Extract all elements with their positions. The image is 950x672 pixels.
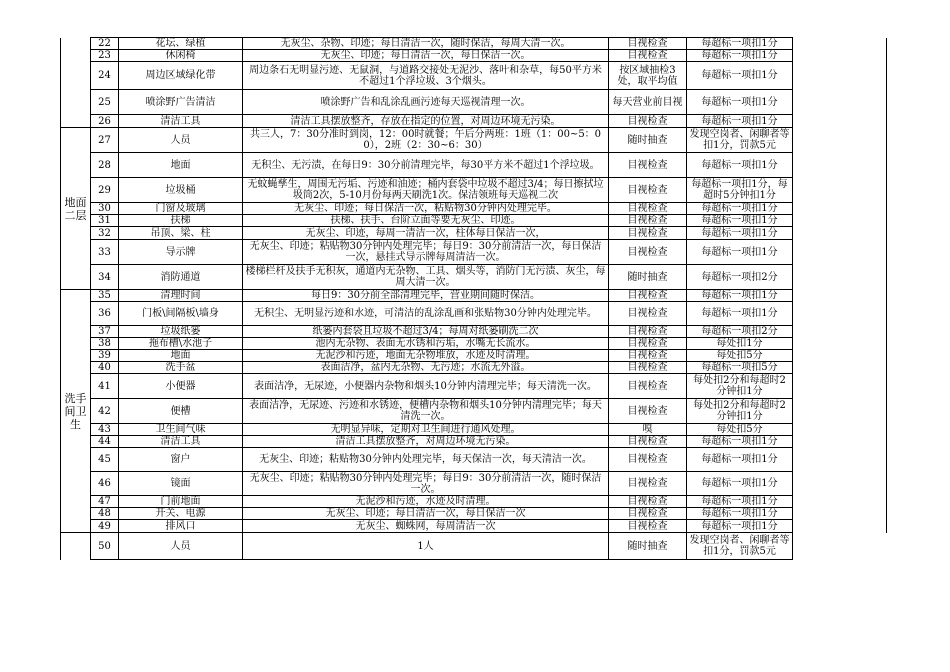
table-row [61,472,887,496]
table-row [61,38,887,50]
check-method: 每天营业前目视 [609,90,687,115]
item-name: 人员 [119,533,243,560]
penalty-rule: 每超标一项扣1分 [687,38,793,50]
table-row [61,508,887,520]
empty-cell [793,424,887,436]
item-name: 周边区域绿化带 [119,62,243,90]
standard-text: 无灰尘、印迹，每周一清洁一次，柱体每日保洁一次， [243,227,609,240]
check-method: 目视检查 [609,508,687,520]
item-name: 窗户 [119,448,243,472]
row-number: 24 [91,62,119,90]
check-method: 目视检查 [609,520,687,533]
check-method: 目视检查 [609,178,687,203]
row-number: 37 [91,326,119,338]
check-method: 嗅 [609,424,687,436]
item-name: 卫生间气味 [119,424,243,436]
table-row [61,302,887,326]
empty-cell [793,265,887,290]
item-name: 垃圾纸篓 [119,326,243,338]
penalty-rule: 每超标一项扣1分 [687,115,793,128]
table-row [61,496,887,508]
penalty-rule: 每处扣1分 [687,338,793,350]
standard-text: 清洁工具摆放整齐，对周边环境无污染。 [243,436,609,448]
item-name: 门板\间隔板\墙身 [119,302,243,326]
penalty-rule: 每超标一项扣1分 [687,448,793,472]
item-name: 开关、电源 [119,508,243,520]
row-number: 26 [91,115,119,128]
penalty-rule: 每超标一项扣1分 [687,62,793,90]
table-row [61,290,887,302]
table-row [61,265,887,290]
row-number: 36 [91,302,119,326]
empty-cell [793,399,887,424]
table-row [61,533,887,560]
row-number: 42 [91,399,119,424]
penalty-rule: 发现空岗者、闲聊者等扣1分，罚款5元 [687,128,793,153]
item-name: 地面 [119,350,243,362]
row-number: 29 [91,178,119,203]
check-method: 目视检查 [609,472,687,496]
row-number: 22 [91,38,119,50]
table-body [61,38,887,560]
penalty-rule: 发现空岗者、闲聊者等扣1分，罚款5元 [687,533,793,560]
empty-cell [793,496,887,508]
penalty-rule: 每超标一项扣1分 [687,90,793,115]
check-method: 目视检查 [609,240,687,265]
penalty-rule: 每超标一项扣1分 [687,496,793,508]
empty-cell [793,508,887,520]
standard-text: 表面洁净，无尿迹，小便器内杂物和烟头10分钟内清理完毕；每天清洗一次。 [243,374,609,399]
row-number: 48 [91,508,119,520]
standard-text: 表面洁净，盆内无杂物、无污迹；水流无外溢。 [243,362,609,374]
table-row [61,448,887,472]
item-name: 休闲椅 [119,50,243,62]
penalty-rule: 每超标一项扣1分 [687,520,793,533]
standard-text: 无灰尘、印迹；粘贴物30分钟内处理完毕；每日9：30分前清洁一次，每日保洁一次，悬挂式导示牌每周清洁一次。 [243,240,609,265]
item-name: 人员 [119,128,243,153]
table-row [61,338,887,350]
penalty-rule: 每超标一项扣1分 [687,153,793,178]
row-number: 38 [91,338,119,350]
check-method: 随时抽查 [609,533,687,560]
penalty-rule: 每处扣5分 [687,424,793,436]
item-name: 小便器 [119,374,243,399]
penalty-rule: 每超标一项扣2分 [687,265,793,290]
standard-text: 1人 [243,533,609,560]
row-number: 44 [91,436,119,448]
penalty-rule: 每超标一项扣1分 [687,50,793,62]
row-number: 46 [91,472,119,496]
table-row [61,374,887,399]
empty-cell [793,472,887,496]
empty-cell [793,115,887,128]
empty-cell [793,533,887,560]
row-number: 30 [91,203,119,215]
empty-cell [793,362,887,374]
row-number: 50 [91,533,119,560]
standard-text: 楼梯栏杆及扶手无积灰，通道内无杂物、工具、烟头等，消防门无污渍、灰尘，每周大清一次。 [243,265,609,290]
empty-cell [793,436,887,448]
row-number: 27 [91,128,119,153]
row-number: 23 [91,50,119,62]
row-number: 34 [91,265,119,290]
item-name: 清洁工具 [119,436,243,448]
check-method: 目视检查 [609,215,687,227]
empty-cell [793,90,887,115]
penalty-rule: 每超标一项扣1分，每超时5分钟扣1分 [687,178,793,203]
penalty-rule: 每超标一项扣1分 [687,290,793,302]
table-row [61,399,887,424]
item-name: 门窗及玻璃 [119,203,243,215]
standard-text: 无灰尘、印迹；粘贴物30分钟内处理完毕，每天保洁一次，每天清洁一次。 [243,448,609,472]
check-method: 目视检查 [609,338,687,350]
check-method: 目视检查 [609,115,687,128]
table-row [61,326,887,338]
check-method: 目视检查 [609,448,687,472]
check-method: 按区域抽检3处，取平均值 [609,62,687,90]
check-method: 随时抽查 [609,265,687,290]
standard-text: 无泥沙和污迹，地面无杂物堆放，水迹及时清理。 [243,350,609,362]
check-method: 目视检查 [609,326,687,338]
check-method: 目视检查 [609,302,687,326]
penalty-rule: 每超标一项扣1分 [687,472,793,496]
table-row [61,153,887,178]
check-method: 目视检查 [609,153,687,178]
item-name: 镜面 [119,472,243,496]
empty-cell [793,203,887,215]
row-number: 41 [91,374,119,399]
table-row [61,128,887,153]
table-row [61,424,887,436]
empty-cell [793,290,887,302]
standard-text: 无灰尘、印迹；每日清洁一次，每日保洁一次 [243,508,609,520]
empty-cell [793,326,887,338]
item-name: 地面 [119,153,243,178]
row-number: 25 [91,90,119,115]
row-number: 33 [91,240,119,265]
empty-cell [793,338,887,350]
empty-cell [793,448,887,472]
check-method: 目视检查 [609,362,687,374]
item-name: 消防通道 [119,265,243,290]
item-name: 洗手盆 [119,362,243,374]
check-method: 目视检查 [609,399,687,424]
row-number: 39 [91,350,119,362]
check-method: 目视检查 [609,350,687,362]
table-row [61,203,887,215]
penalty-rule: 每超标一项扣1分 [687,203,793,215]
empty-cell [793,240,887,265]
item-name: 垃圾桶 [119,178,243,203]
penalty-rule: 每处扣2分和每超时2分钟扣1分 [687,399,793,424]
row-number: 45 [91,448,119,472]
standard-text: 无灰尘、蜘蛛网，每周清洁一次 [243,520,609,533]
check-method: 随时抽查 [609,128,687,153]
item-name: 便槽 [119,399,243,424]
penalty-rule: 每超标一项扣5分 [687,362,793,374]
penalty-rule: 每超标一项扣1分 [687,436,793,448]
standard-text: 无蚊蝇孳生，周围无污垢、污迹和油迹；桶内套袋中垃圾不超过3/4；每日擦拭垃圾筒2次，5-10月份每两天刷洗1次。保洁领班每天巡视二次 [243,178,609,203]
row-number: 43 [91,424,119,436]
standard-text: 无灰尘、印迹；每日保洁一次，粘贴物30分钟内处理完毕。 [243,203,609,215]
check-method: 目视检查 [609,436,687,448]
item-name: 花坛、绿植 [119,38,243,50]
area-cell: 地面二层 [61,128,91,290]
standard-text: 扶梯、扶手、台阶立面等要无灰尘、印迹。 [243,215,609,227]
item-name: 门前地面 [119,496,243,508]
penalty-rule: 每超标一项扣1分 [687,240,793,265]
standard-text: 无积尘、无污渍，在每日9：30分前清理完毕，每30平方米不超过1个浮垃圾。 [243,153,609,178]
table-row [61,350,887,362]
table-row [61,90,887,115]
standard-text: 无灰尘、印迹；粘贴物30分钟内处理完毕；每日9：30分前清洁一次，随时保洁一次。 [243,472,609,496]
check-method: 目视检查 [609,203,687,215]
empty-cell [793,38,887,50]
check-method: 目视检查 [609,496,687,508]
empty-cell [793,350,887,362]
empty-cell [793,50,887,62]
standard-text: 每日9：30分前全部清理完毕，营业期间随时保洁。 [243,290,609,302]
check-method: 目视检查 [609,227,687,240]
area-cell [61,533,91,560]
standard-text: 纸篓内套袋且垃圾不超过3/4；每周对纸篓刷洗二次 [243,326,609,338]
penalty-rule: 每处扣5分 [687,350,793,362]
standard-text: 无积尘、无明显污迹和水迹，可清洁的乱涂乱画和张贴物30分钟内处理完毕。 [243,302,609,326]
standard-text: 清洁工具摆放整齐，存放在指定的位置，对周边环境无污染。 [243,115,609,128]
row-number: 49 [91,520,119,533]
table-row [61,215,887,227]
item-name: 清理时间 [119,290,243,302]
check-method: 目视检查 [609,50,687,62]
row-number: 32 [91,227,119,240]
standard-text: 无灰尘、印迹；每日清洁一次，每日保洁一次。 [243,50,609,62]
area-cell [61,38,91,128]
standard-text: 周边条石无明显污迹、无鼠洞，与道路交接处无泥沙、落叶和杂草，每50平方米不超过1个浮垃圾、3个烟头。 [243,62,609,90]
empty-cell [793,128,887,153]
table-row [61,362,887,374]
standard-text: 无灰尘、杂物、印迹；每日清洁一次，随时保洁，每周大清一次。 [243,38,609,50]
check-method: 目视检查 [609,38,687,50]
row-number: 35 [91,290,119,302]
standard-text: 表面洁净，无尿迹、污迹和水锈迹，便槽内杂物和烟头10分钟内清理完毕；每天清洗一次。 [243,399,609,424]
table-row [61,240,887,265]
table-row [61,178,887,203]
item-name: 拖布槽\水池子 [119,338,243,350]
area-cell: 洗手间卫生 [61,290,91,533]
empty-cell [793,227,887,240]
check-method: 目视检查 [609,374,687,399]
empty-cell [793,520,887,533]
item-name: 排风口 [119,520,243,533]
item-name: 扶梯 [119,215,243,227]
empty-cell [793,153,887,178]
penalty-rule: 每处扣2分和每超时2分钟扣1分 [687,374,793,399]
penalty-rule: 每超标一项扣2分 [687,326,793,338]
inspection-standards-table [60,37,887,560]
empty-cell [793,302,887,326]
item-name: 吊顶、梁、柱 [119,227,243,240]
standard-text: 池内无杂物、表面无水锈和污垢，水嘴无长流水。 [243,338,609,350]
row-number: 40 [91,362,119,374]
empty-cell [793,178,887,203]
item-name: 喷涂野广告清洁 [119,90,243,115]
table-row [61,436,887,448]
item-name: 清洁工具 [119,115,243,128]
empty-cell [793,215,887,227]
empty-cell [793,374,887,399]
row-number: 47 [91,496,119,508]
item-name: 导示牌 [119,240,243,265]
standard-text: 共三人，7：30分准时到岗，12：00时就餐；午后分两班：1班（1：00~5：00），2班（2：30~6：30） [243,128,609,153]
penalty-rule: 每超标一项扣1分 [687,227,793,240]
table-row [61,520,887,533]
standard-text: 无明显异味，定期对卫生间进行通风处理。 [243,424,609,436]
row-number: 28 [91,153,119,178]
table-row [61,227,887,240]
standard-text: 喷涂野广告和乱涂乱画污迹每天巡视清理一次。 [243,90,609,115]
check-method: 目视检查 [609,290,687,302]
penalty-rule: 每超标一项扣1分 [687,215,793,227]
table-row [61,115,887,128]
table-row [61,62,887,90]
row-number: 31 [91,215,119,227]
empty-cell [793,62,887,90]
standard-text: 无泥沙和污迹，水迹及时清理。 [243,496,609,508]
penalty-rule: 每超标一项扣1分 [687,508,793,520]
table-row [61,50,887,62]
penalty-rule: 每超标一项扣1分 [687,302,793,326]
